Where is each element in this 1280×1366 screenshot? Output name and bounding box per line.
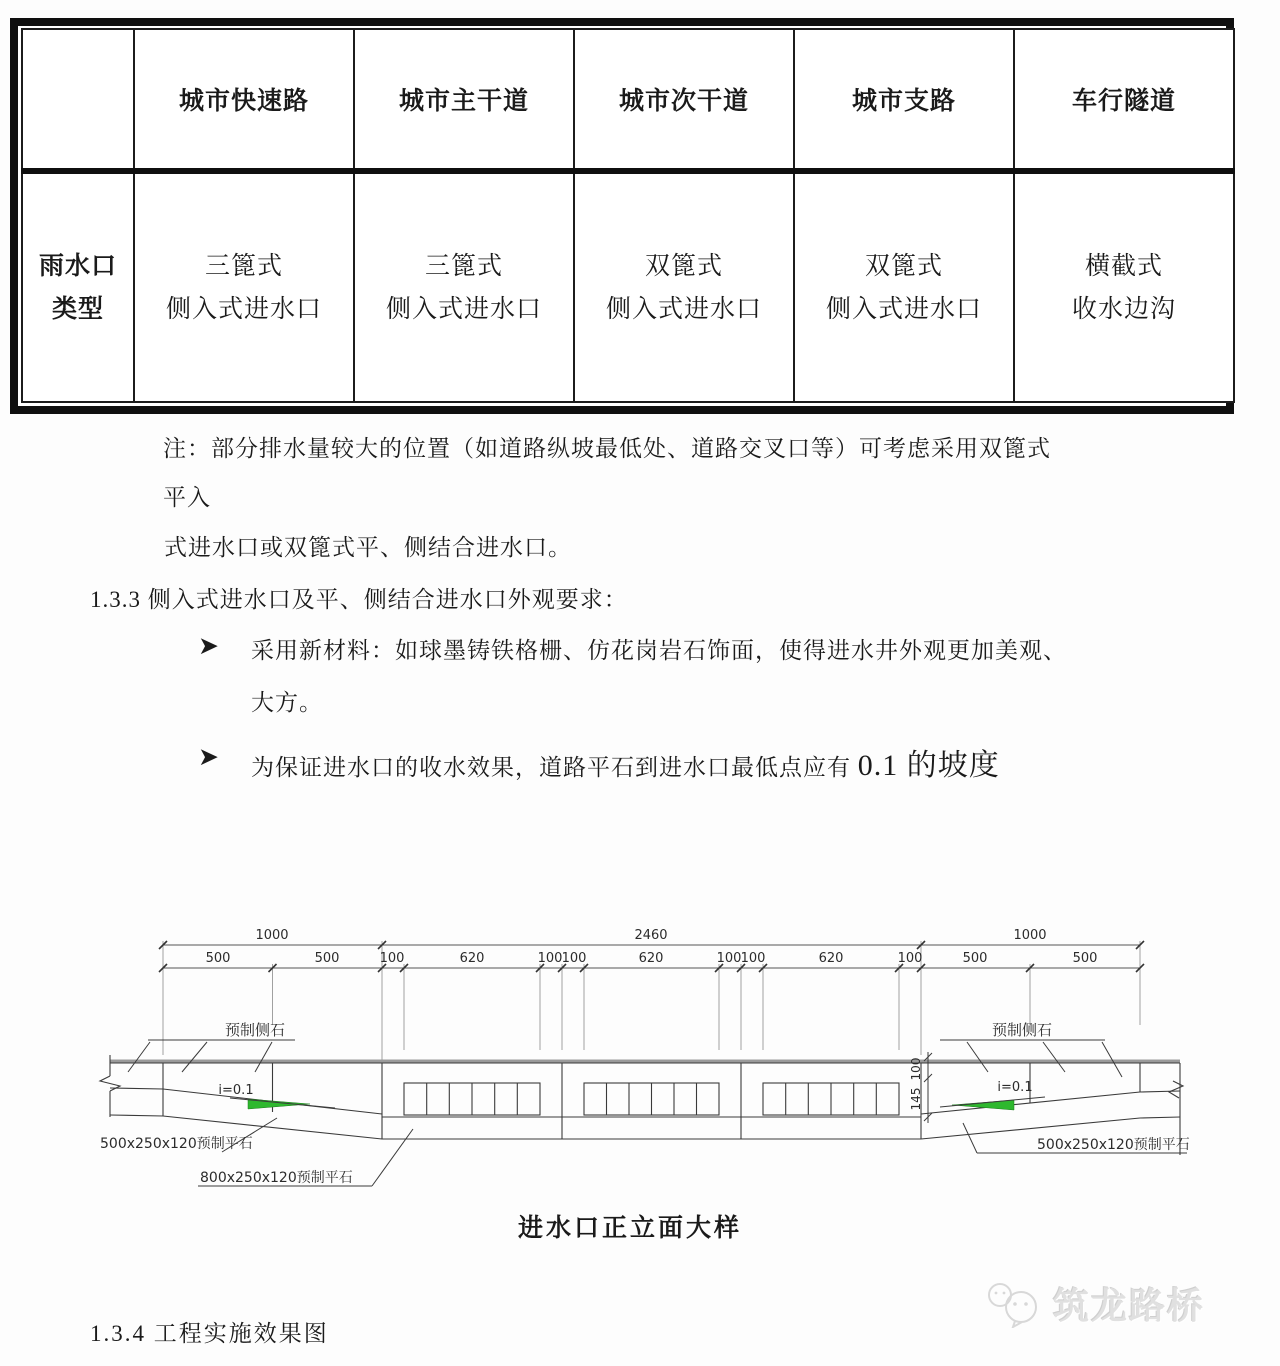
dim-vertical-145: 145 [909,1087,923,1111]
label-flat-stone-left: 500x250x120预制平石 [100,1136,253,1152]
cell-line: 侧入式进水口 [165,295,322,323]
slope-label-right: i=0.1 [997,1080,1033,1095]
section-1-3-4-heading: 1.3.4 工程实施效果图 [90,1321,329,1346]
note-line1: 注：部分排水量较大的位置（如道路纵坡最低处、道路交叉口等）可考虑采用双篦式 [163,436,1051,461]
cell-secondary [574,171,794,402]
row-header-line2: 类型 [51,295,104,323]
inlet-type-table [10,18,1234,414]
bullet2-line [251,740,1000,784]
cell-line: 收水边沟 [1071,295,1176,323]
bullet2-emphasis: 0.1 的坡度 [857,749,1000,782]
label-precast-curb-right: 预制侧石 [991,1021,1053,1039]
col-header-arterial: 城市主干道 [354,29,574,171]
dim-100: 100 [716,951,742,966]
table-corner-cell [22,29,134,171]
cell-line: 侧入式进水口 [605,295,762,323]
dim-500: 500 [314,951,340,966]
dim-top-1000-right: 1000 [1013,928,1047,943]
dim-100: 100 [897,951,923,966]
cell-line: 三篦式 [424,252,503,280]
cell-line: 横截式 [1084,252,1163,280]
diagram-caption: 进水口正立面大样 [517,1215,742,1242]
table-header-row [22,29,1234,171]
dim-500: 500 [1072,951,1098,966]
label-precast-curb-left: 预制侧石 [224,1021,286,1039]
watermark [985,1278,1205,1329]
bullet2-prefix: 为保证进水口的收水效果，道路平石到进水口最低点应有 [251,755,858,780]
note-line2: 平入 [163,485,211,510]
cell-tunnel [1014,171,1234,402]
dim-620: 620 [459,951,485,966]
wechat-bubbles-icon [985,1280,1047,1328]
cell-expressway [134,171,354,402]
bullet1-line1: 采用新材料：如球墨铸铁格栅、仿花岗岩石饰面，使得进水井外观更加美观、 [251,638,1067,663]
dim-500: 500 [962,951,988,966]
bullet1-line2: 大方。 [251,690,323,715]
note-line3: 式进水口或双篦式平、侧结合进水口。 [164,535,572,560]
table-row [22,171,1234,402]
label-flat-stone-center: 800x250x120预制平石 [200,1170,353,1186]
inlet-elevation-diagram [80,905,1240,1205]
watermark-text: 筑龙路桥 [1053,1286,1206,1326]
col-header-branch: 城市支路 [794,29,1014,171]
col-header-tunnel: 车行隧道 [1014,29,1234,171]
cell-arterial [354,171,574,402]
dim-top-2460: 2460 [634,928,668,943]
dim-100: 100 [379,951,405,966]
dim-top-1000-left: 1000 [255,928,289,943]
dim-100: 100 [740,951,766,966]
dim-vertical-100: 100 [909,1057,923,1081]
dim-100: 100 [537,951,563,966]
grate-openings [404,1083,899,1115]
section-1-3-3-heading: 1.3.3 侧入式进水口及平、侧结合进水口外观要求： [90,587,628,612]
table-grid [21,28,1235,403]
col-header-secondary: 城市次干道 [574,29,794,171]
cell-branch [794,171,1014,402]
cell-line: 双篦式 [864,252,943,280]
bullet-arrow-icon: ➤ [198,631,219,660]
cell-line: 侧入式进水口 [385,295,542,323]
dim-500: 500 [205,951,231,966]
col-header-expressway: 城市快速路 [134,29,354,171]
cell-line: 侧入式进水口 [825,295,982,323]
row-header-line1: 雨水口 [38,252,117,280]
slope-label-left: i=0.1 [218,1083,254,1098]
label-flat-stone-right: 500x250x120预制平石 [1037,1137,1190,1153]
dim-620: 620 [818,951,844,966]
cell-line: 三篦式 [204,252,283,280]
cell-line: 双篦式 [644,252,723,280]
dim-100: 100 [561,951,587,966]
bullet-arrow-icon: ➤ [198,742,219,771]
dim-620: 620 [638,951,664,966]
row-header-inlet-type [22,171,134,402]
